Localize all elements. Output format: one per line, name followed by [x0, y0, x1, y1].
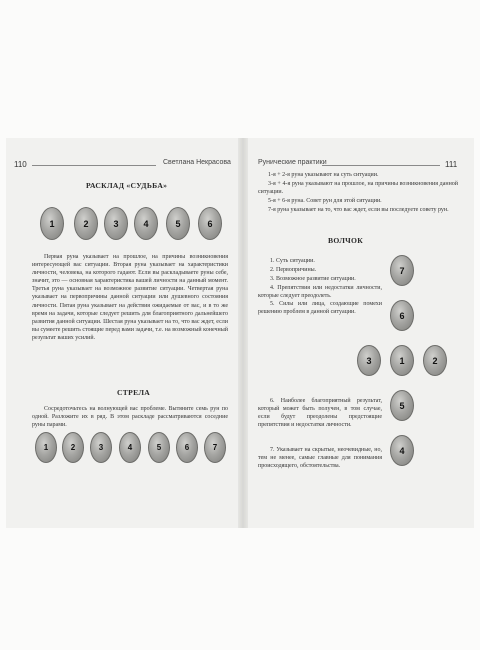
left-header-rule — [32, 165, 156, 166]
strela-heading: СТРЕЛА — [117, 388, 151, 397]
strela-rune-4: 4 — [119, 432, 141, 463]
volchok-item-7: 7. Указывает на скрытые, неочевидные, но, тем не менее, самые главные для понимания происходящего, обстоятельства. — [258, 447, 382, 470]
volchok-item-3: 3. Возможное развитие ситуации. — [270, 276, 356, 282]
sudba-rune-5: 5 — [166, 207, 190, 240]
pair-line-2: 3-я + 4-я руна указывают на прошлое, на причины возникновения данной ситуации. — [258, 181, 458, 196]
strela-rune-2: 2 — [62, 432, 84, 463]
volchok-item-5: 5. Силы или лица, создающие помехи решению проблем в данной ситуации. — [258, 301, 382, 316]
volchok-rune-1: 1 — [390, 345, 414, 376]
volchok-item-1: 1. Суть ситуации. — [270, 258, 315, 264]
pair-line-4: 7-я руна указывает на то, что вас ждет, если вы последуете совету рун. — [268, 207, 449, 213]
volchok-item-6: 6. Наиболее благоприятный результат, который может быть получен, в том случае, если будут преодолены предстоящие препятствия и недостатки личности. — [258, 398, 382, 429]
strela-rune-6: 6 — [176, 432, 198, 463]
volchok-rune-4: 4 — [390, 435, 414, 466]
right-running-header: Рунические практики — [258, 159, 327, 166]
volchok-rune-2: 2 — [423, 345, 447, 376]
book-gutter — [238, 138, 248, 528]
volchok-heading: ВОЛЧОК — [328, 236, 364, 245]
sudba-rune-4: 4 — [134, 207, 158, 240]
strela-rune-5: 5 — [148, 432, 170, 463]
pair-line-3: 5-я + 6-я руна. Совет рун для этой ситуации. — [268, 198, 382, 204]
volchok-rune-7: 7 — [390, 255, 414, 286]
volchok-rune-5: 5 — [390, 390, 414, 421]
right-header-rule — [322, 165, 440, 166]
pair-line-1: 1-я + 2-я руна указывают на суть ситуации. — [268, 172, 379, 178]
sudba-rune-6: 6 — [198, 207, 222, 240]
sudba-rune-2: 2 — [74, 207, 98, 240]
strela-paragraph: Сосредоточьтесь на волнующей вас проблеме. Вытяните семь рун по одной. Разложите их в ряд. В этом раскладе рассматриваются соседние руны парами. — [32, 406, 228, 429]
volchok-rune-6: 6 — [390, 300, 414, 331]
right-page-number: 111 — [445, 160, 458, 169]
left-page-number: 110 — [14, 160, 27, 169]
left-running-header: Светлана Некрасова — [163, 159, 231, 166]
sudba-heading: РАСКЛАД «СУДЬБА» — [86, 181, 168, 190]
sudba-paragraph: Первая руна указывает на прошлое, на причины возникновения интересующей вас ситуации. Вторая руна указывает на характеристики личности, человека, на которого гадают. Если вы раскладываете руны себе, значит, это — основная характеристика вашей личности на данный момент. Третья руна указывает на возможное развитие ситуации. Четвертая руна указывает на первопричины данной ситуации или душевного состояния личности. Пятая руна указывает на действия ожидаемые от вас, и в то же время на задачи, которые следует решить для благоприятного дальнейшего развития данной ситуации. Шестая руна указывает на то, что вас ждет, если вы сумеете решить стоящие перед вами задачи, т.е. на возможный конечный результат ваших усилий. — [32, 254, 228, 341]
strela-rune-1: 1 — [35, 432, 57, 463]
sudba-rune-1: 1 — [40, 207, 64, 240]
strela-rune-3: 3 — [90, 432, 112, 463]
volchok-item-2: 2. Первопричины. — [270, 267, 317, 273]
volchok-rune-3: 3 — [357, 345, 381, 376]
volchok-item-4: 4. Препятствия или недостатки личности, которые следует преодолеть. — [258, 285, 382, 300]
sudba-rune-3: 3 — [104, 207, 128, 240]
strela-rune-7: 7 — [204, 432, 226, 463]
